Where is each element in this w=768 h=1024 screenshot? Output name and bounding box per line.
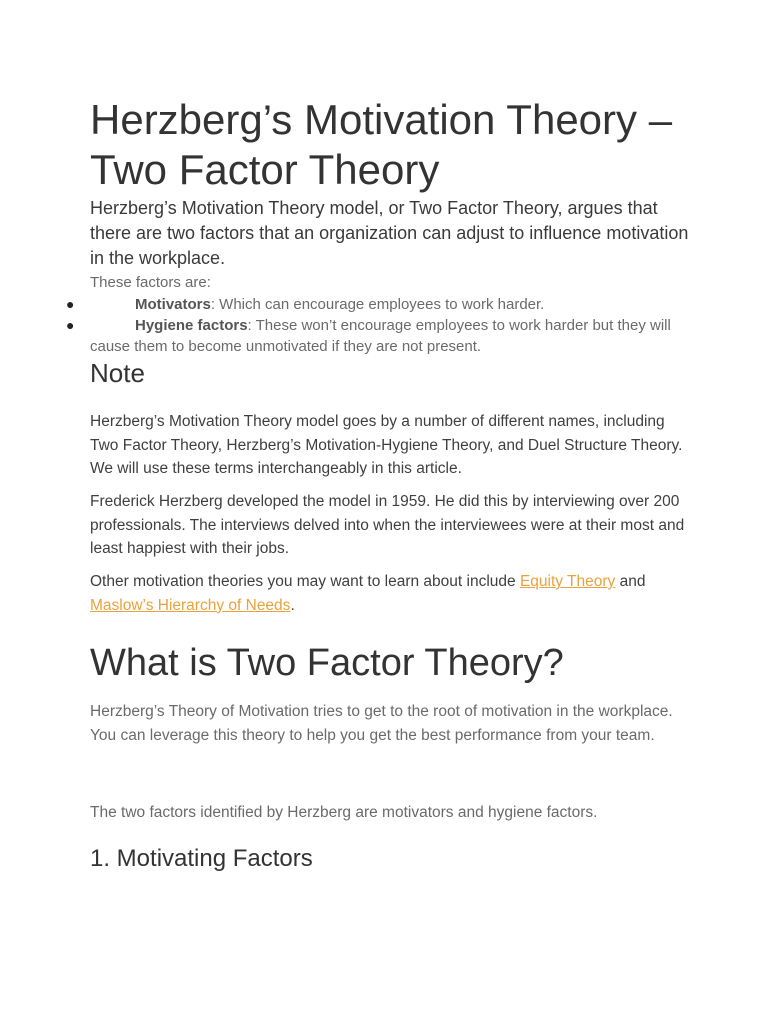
factor-description: : These won’t encourage employees to work harder but they will cause them to become unmotivated if they are not present. (90, 317, 671, 355)
note-paragraph-1: Herzberg’s Motivation Theory model goes by a number of different names, including Two Factor Theory, Herzberg’s Motivation-Hygiene Theory, and Duel Structure Theory. We will use these terms interchangeably in this article. (90, 413, 683, 477)
paragraph-text: Other motivation theories you may want to learn about include (90, 573, 520, 590)
paragraph-text: . (290, 596, 295, 614)
factor-term: Motivators (135, 296, 211, 313)
paragraph-text: and (615, 573, 646, 590)
list-item (66, 294, 690, 315)
maslow-hierarchy-link[interactable]: Maslow’s Hierarchy of Needs (90, 596, 291, 614)
note-paragraph-3 (90, 570, 690, 617)
factor-list (66, 294, 690, 357)
subsection-heading: 1. Motivating Factors (90, 845, 313, 872)
note-heading: Note (90, 358, 145, 388)
equity-theory-link[interactable]: Equity Theory (519, 573, 616, 590)
note-paragraph-2: Frederick Herzberg developed the model in 1959. He did this by interviewing over 200 professionals. The interviews delved into when the interviewees were at their most and least happiest with their jobs. (90, 493, 685, 557)
intro-paragraph: Herzberg’s Motivation Theory model, or Two Factor Theory, argues that there are two factors that an organization can adjust to influence motivation in the workplace. (90, 198, 689, 268)
section-paragraph-1: Herzberg’s Theory of Motivation tries to get to the root of motivation in the workplace. You can leverage this theory to help you get the best performance from your team. (90, 703, 673, 744)
list-item (66, 315, 690, 357)
section-paragraph-2: The two factors identified by Herzberg are motivators and hygiene factors. (90, 804, 598, 821)
factors-intro: These factors are: (90, 274, 211, 291)
section-heading: What is Two Factor Theory? (90, 642, 564, 684)
page-title: Herzberg’s Motivation Theory – Two Factor Theory (90, 96, 673, 193)
bullet-icon: ● (66, 296, 75, 312)
bullet-icon: ● (66, 317, 75, 333)
factor-term: Hygiene factors (135, 317, 248, 334)
factor-description: : Which can encourage employees to work harder. (210, 296, 545, 313)
